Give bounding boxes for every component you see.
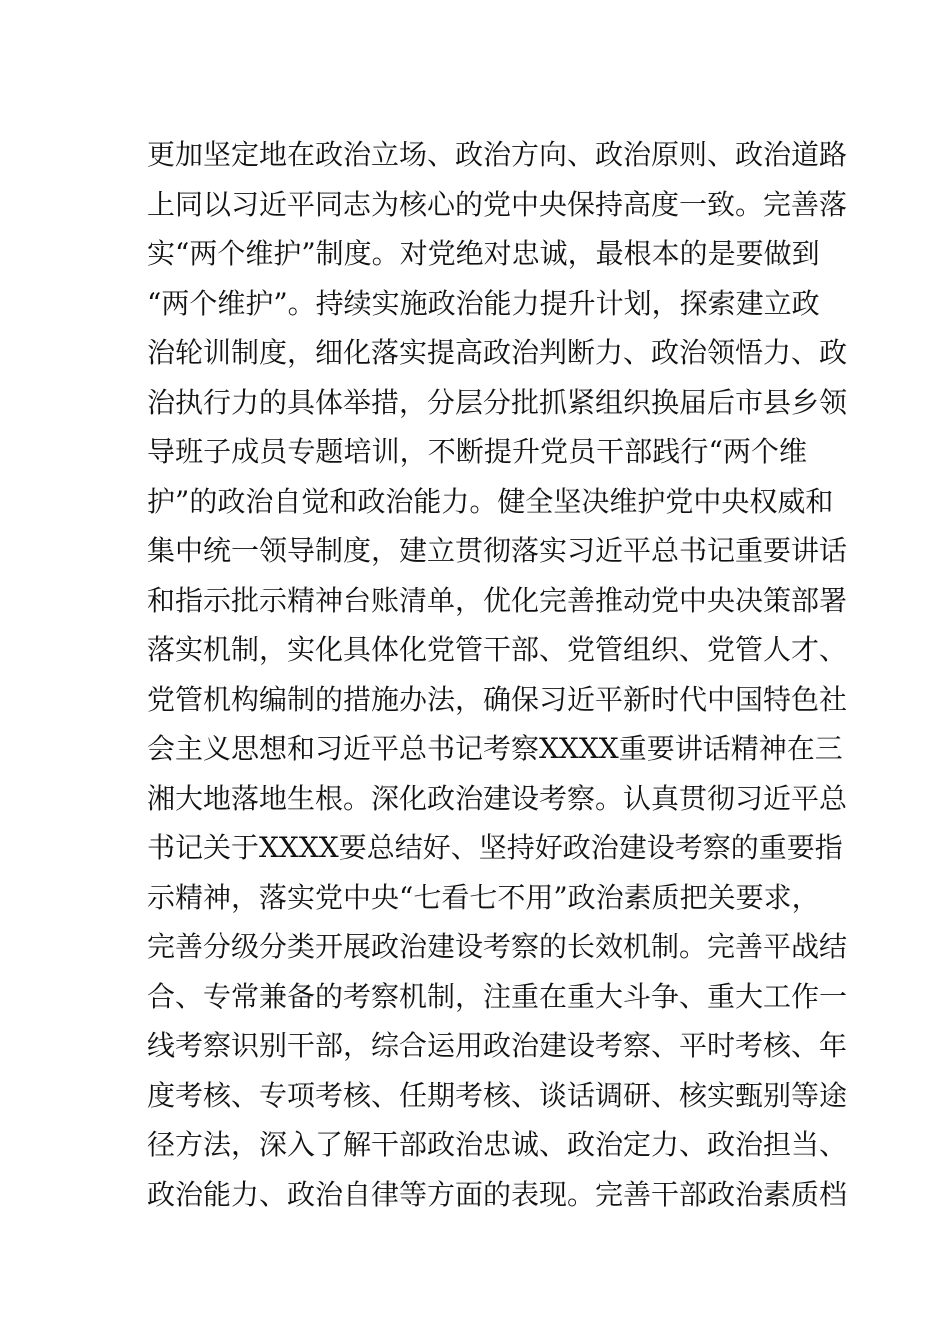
text-line: 更加坚定地在政治立场、政治方向、政治原则、政治道路 bbox=[147, 138, 848, 171]
text-line: 度考核、专项考核、任期考核、谈话调研、核实甄别等途 bbox=[147, 1078, 848, 1112]
text-line: 径方法，深入了解干部政治忠诚、政治定力、政治担当、 bbox=[147, 1128, 848, 1161]
text-line: 和指示批示精神台账清单，优化完善推动党中央决策部署 bbox=[147, 583, 848, 617]
text-line: “两个维护”。持续实施政治能力提升计划，探索建立政 bbox=[147, 286, 820, 320]
text-line: 合、专常兼备的考察机制，注重在重大斗争、重大工作一 bbox=[147, 979, 848, 1013]
text-line: 湘大地落地生根。深化政治建设考察。认真贯彻习近平总 bbox=[147, 781, 848, 815]
body-paragraph bbox=[147, 130, 848, 1219]
text-line: 党管机构编制的措施办法，确保习近平新时代中国特色社 bbox=[147, 682, 848, 716]
text-line: 示精神，落实党中央“七看七不用”政治素质把关要求， bbox=[147, 880, 820, 914]
text-line: 线考察识别干部，综合运用政治建设考察、平时考核、年 bbox=[147, 1029, 848, 1062]
text-line: 治轮训制度，细化落实提高政治判断力、政治领悟力、政 bbox=[147, 336, 848, 369]
text-line: 护”的政治自觉和政治能力。健全坚决维护党中央权威和 bbox=[147, 484, 834, 518]
text-line: 导班子成员专题培训，不断提升党员干部践行“两个维 bbox=[147, 435, 807, 468]
text-line: 政治能力、政治自律等方面的表现。完善干部政治素质档 bbox=[147, 1177, 848, 1211]
text-line: 书记关于XXXX要总结好、坚持好政治建设考察的重要指 bbox=[147, 831, 843, 864]
text-line: 治执行力的具体举措，分层分批抓紧组织换届后市县乡领 bbox=[147, 385, 848, 419]
text-line: 集中统一领导制度，建立贯彻落实习近平总书记重要讲话 bbox=[147, 534, 848, 567]
text-line: 实“两个维护”制度。对党绝对忠诚，最根本的是要做到 bbox=[147, 237, 820, 270]
text-line: 会主义思想和习近平总书记考察XXXX重要讲话精神在三 bbox=[147, 732, 843, 765]
text-line: 完善分级分类开展政治建设考察的长效机制。完善平战结 bbox=[147, 930, 848, 963]
text-line: 落实机制，实化具体化党管干部、党管组织、党管人才、 bbox=[147, 633, 848, 666]
text-line: 上同以习近平同志为核心的党中央保持高度一致。完善落 bbox=[147, 187, 848, 221]
